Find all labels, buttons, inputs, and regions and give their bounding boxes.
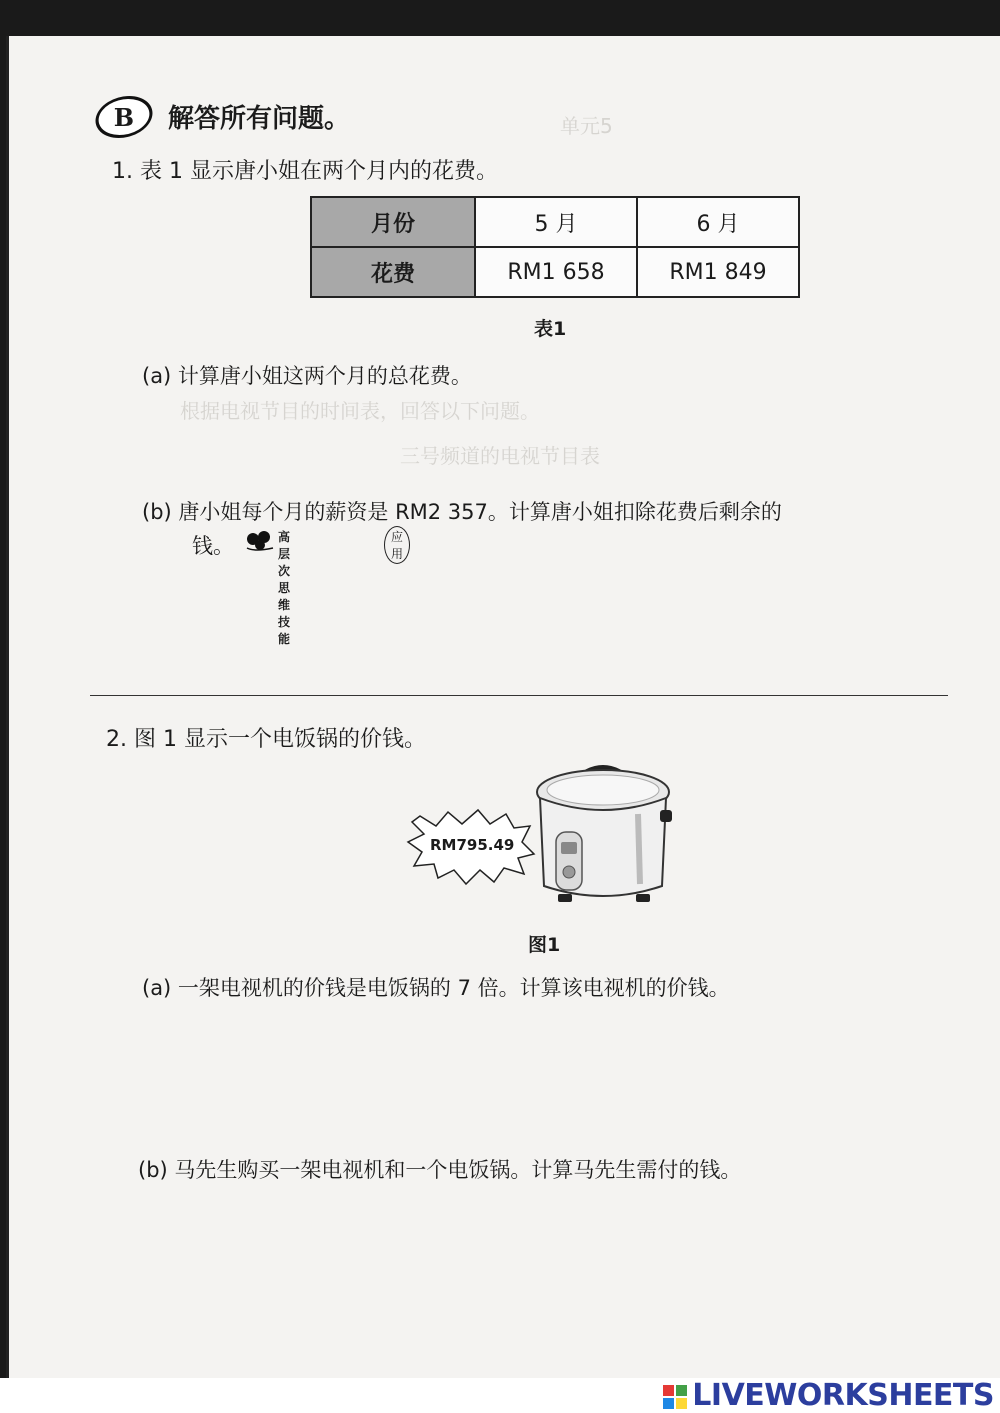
table-caption: 表1 bbox=[534, 318, 567, 340]
bleed-through-text: 三号频道的电视节目表 bbox=[400, 444, 600, 468]
bleed-through-text: 单元5 bbox=[560, 114, 613, 138]
question-1-text: 1. 表 1 显示唐小姐在两个月内的花费。 bbox=[112, 159, 498, 184]
bleed-through-text: 根据电视节目的时间表，回答以下问题。 bbox=[180, 399, 540, 423]
table-row bbox=[311, 197, 799, 247]
table-cell-spending-june: RM1 849 bbox=[637, 247, 799, 297]
table-cell-month-june: 6 月 bbox=[637, 197, 799, 247]
question-1b-text: (b) 唐小姐每个月的薪资是 RM2 357。计算唐小姐扣除花费后剩余的 bbox=[142, 500, 782, 524]
table-row bbox=[311, 247, 799, 297]
rice-cooker-image bbox=[528, 754, 678, 914]
question-1a-text: (a) 计算唐小姐这两个月的总花费。 bbox=[142, 364, 472, 388]
liveworksheets-icon bbox=[662, 1384, 688, 1410]
question-2-text: 2. 图 1 显示一个电饭锅的价钱。 bbox=[106, 727, 426, 752]
question-2b-text: (b) 马先生购买一架电视机和一个电饭锅。计算马先生需付的钱。 bbox=[138, 1158, 742, 1182]
price-tag-label: RM795.49 bbox=[430, 836, 515, 854]
hots-label: 高层次思维技能 bbox=[278, 530, 291, 646]
table-header-month: 月份 bbox=[311, 197, 475, 247]
question-1b-text-continued: 钱。 bbox=[192, 534, 234, 558]
section-divider bbox=[90, 695, 948, 696]
brand-name: LIVEWORKSHEETS bbox=[692, 1378, 994, 1413]
figure-caption: 图1 bbox=[528, 934, 561, 956]
hots-apply-label: 应用 bbox=[384, 526, 410, 564]
section-b-badge: B bbox=[91, 96, 157, 138]
price-tag bbox=[406, 806, 536, 890]
table-cell-spending-may: RM1 658 bbox=[475, 247, 637, 297]
table-cell-month-may: 5 月 bbox=[475, 197, 637, 247]
table-header-spending: 花费 bbox=[311, 247, 475, 297]
section-title: 解答所有问题。 bbox=[168, 104, 351, 134]
question-2a-text: (a) 一架电视机的价钱是电饭锅的 7 倍。计算该电视机的价钱。 bbox=[142, 976, 730, 1000]
liveworksheets-logo bbox=[662, 1378, 994, 1412]
lightbulb-icon bbox=[245, 530, 277, 552]
spending-table bbox=[310, 196, 800, 298]
